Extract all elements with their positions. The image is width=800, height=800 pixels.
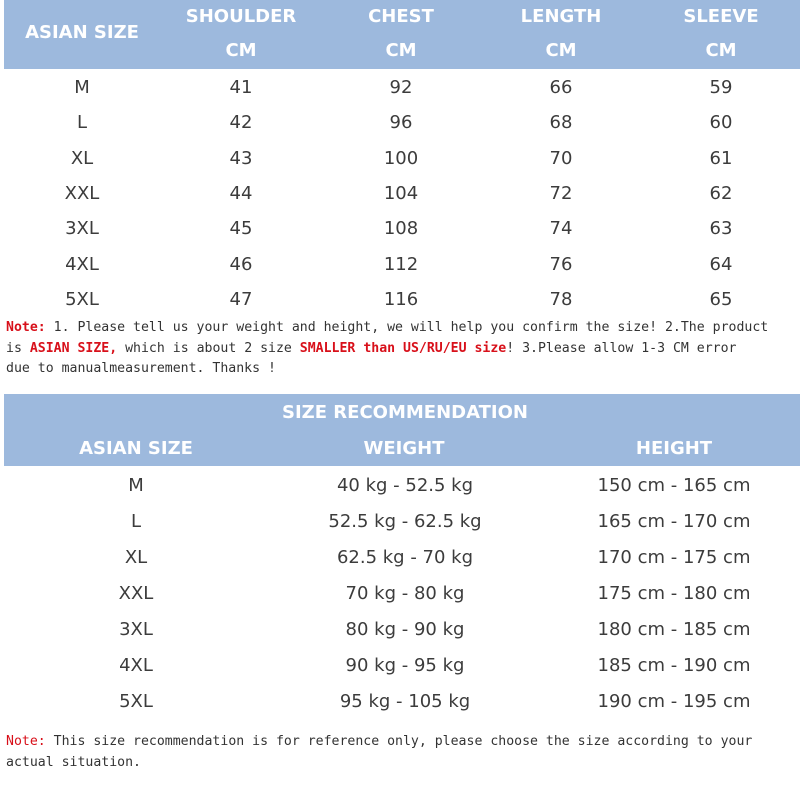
height-cell: 165 cm - 170 cm xyxy=(597,511,751,532)
length-cell: 68 xyxy=(549,112,573,133)
size-cell: L xyxy=(130,511,142,532)
length-cell: 76 xyxy=(549,254,573,275)
table-row xyxy=(0,71,800,106)
weight-cell: 52.5 kg - 62.5 kg xyxy=(328,511,482,532)
table-row xyxy=(0,613,800,648)
chest-cell: 112 xyxy=(383,254,419,275)
note-line-1 xyxy=(6,732,798,753)
shoulder-cell: 44 xyxy=(229,183,253,204)
height-cell: 180 cm - 185 cm xyxy=(597,619,751,640)
size-cell: XL xyxy=(70,148,94,169)
chest-cell: 104 xyxy=(383,183,419,204)
length-cell: 66 xyxy=(549,77,573,98)
recommendation-title: SIZE RECOMMENDATION xyxy=(282,402,528,423)
note-line-2 xyxy=(6,339,798,360)
table-row xyxy=(0,541,800,576)
size-cell: M xyxy=(128,475,144,496)
note-text: is xyxy=(6,340,30,356)
size-cell: 4XL xyxy=(119,655,153,676)
chest-cell: 96 xyxy=(389,112,413,133)
height-cell: 190 cm - 195 cm xyxy=(597,691,751,712)
length-cell: 70 xyxy=(549,148,573,169)
length-cell: 78 xyxy=(549,289,573,310)
table-row xyxy=(0,283,800,318)
note-line-3 xyxy=(6,359,798,380)
table-row xyxy=(0,106,800,141)
table-row xyxy=(0,577,800,612)
size-cell: L xyxy=(76,112,88,133)
weight-cell: 95 kg - 105 kg xyxy=(339,691,471,712)
size-cell: 3XL xyxy=(119,619,153,640)
header-weight: WEIGHT xyxy=(363,438,445,459)
header-asian-size: ASIAN SIZE xyxy=(79,438,193,459)
note-line-2 xyxy=(6,753,798,774)
table-row xyxy=(0,649,800,684)
table-row xyxy=(0,212,800,247)
note-text: ! 3.Please allow 1-3 CM error xyxy=(506,340,737,356)
shoulder-cell: 45 xyxy=(229,218,253,239)
sleeve-cell: 61 xyxy=(709,148,733,169)
chest-cell: 92 xyxy=(389,77,413,98)
header-shoulder: SHOULDER xyxy=(185,6,297,27)
size-cell: XXL xyxy=(118,583,154,604)
table-row xyxy=(0,685,800,720)
note-text: which is about 2 size xyxy=(117,340,300,356)
shoulder-cell: 42 xyxy=(229,112,253,133)
header-shoulder-unit: CM xyxy=(225,40,257,61)
size-table-header xyxy=(4,0,800,69)
shoulder-cell: 41 xyxy=(229,77,253,98)
note-text: 1. Please tell us your weight and height, we will help you confirm the size! 2.The product xyxy=(45,320,769,335)
sleeve-cell: 63 xyxy=(709,218,733,239)
shoulder-cell: 46 xyxy=(229,254,253,275)
sleeve-cell: 65 xyxy=(709,289,733,310)
note-text: This size recommendation is for reference only, please choose the size according to your xyxy=(45,734,753,749)
table-row xyxy=(0,248,800,283)
weight-cell: 70 kg - 80 kg xyxy=(345,583,465,604)
sleeve-cell: 59 xyxy=(709,77,733,98)
header-sleeve: SLEEVE xyxy=(683,6,759,27)
header-chest: CHEST xyxy=(368,6,434,27)
weight-cell: 80 kg - 90 kg xyxy=(345,619,465,640)
sleeve-cell: 60 xyxy=(709,112,733,133)
table-row xyxy=(0,177,800,212)
smaller-highlight: SMALLER than US/RU/EU size xyxy=(299,340,507,356)
note-label: Note: xyxy=(6,734,46,749)
height-cell: 150 cm - 165 cm xyxy=(597,475,751,496)
header-chest-unit: CM xyxy=(385,40,417,61)
header-sleeve-unit: CM xyxy=(705,40,737,61)
chest-cell: 116 xyxy=(383,289,419,310)
recommendation-note xyxy=(6,732,798,773)
note-line-1 xyxy=(6,318,798,339)
table-row xyxy=(0,142,800,177)
note-label: Note: xyxy=(6,320,46,335)
size-note xyxy=(6,318,798,380)
size-cell: 5XL xyxy=(119,691,153,712)
chest-cell: 108 xyxy=(383,218,419,239)
size-cell: XXL xyxy=(64,183,100,204)
note-text: due to manualmeasurement. Thanks ! xyxy=(6,361,276,376)
size-cell: 3XL xyxy=(65,218,99,239)
size-cell: XL xyxy=(124,547,148,568)
header-asian-size: ASIAN SIZE xyxy=(25,22,139,43)
header-length-unit: CM xyxy=(545,40,577,61)
shoulder-cell: 47 xyxy=(229,289,253,310)
weight-cell: 90 kg - 95 kg xyxy=(345,655,465,676)
sleeve-cell: 62 xyxy=(709,183,733,204)
table-row xyxy=(0,505,800,540)
recommendation-header xyxy=(4,394,800,466)
header-height: HEIGHT xyxy=(635,438,713,459)
size-cell: 5XL xyxy=(65,289,99,310)
size-cell: 4XL xyxy=(65,254,99,275)
length-cell: 72 xyxy=(549,183,573,204)
table-row xyxy=(0,469,800,504)
asian-size-highlight: ASIAN SIZE, xyxy=(29,340,118,356)
shoulder-cell: 43 xyxy=(229,148,253,169)
weight-cell: 62.5 kg - 70 kg xyxy=(336,547,474,568)
sleeve-cell: 64 xyxy=(709,254,733,275)
height-cell: 185 cm - 190 cm xyxy=(597,655,751,676)
height-cell: 170 cm - 175 cm xyxy=(597,547,751,568)
length-cell: 74 xyxy=(549,218,573,239)
height-cell: 175 cm - 180 cm xyxy=(597,583,751,604)
chest-cell: 100 xyxy=(383,148,419,169)
header-length: LENGTH xyxy=(520,6,602,27)
weight-cell: 40 kg - 52.5 kg xyxy=(336,475,474,496)
size-cell: M xyxy=(74,77,90,98)
note-text: actual situation. xyxy=(6,754,141,770)
